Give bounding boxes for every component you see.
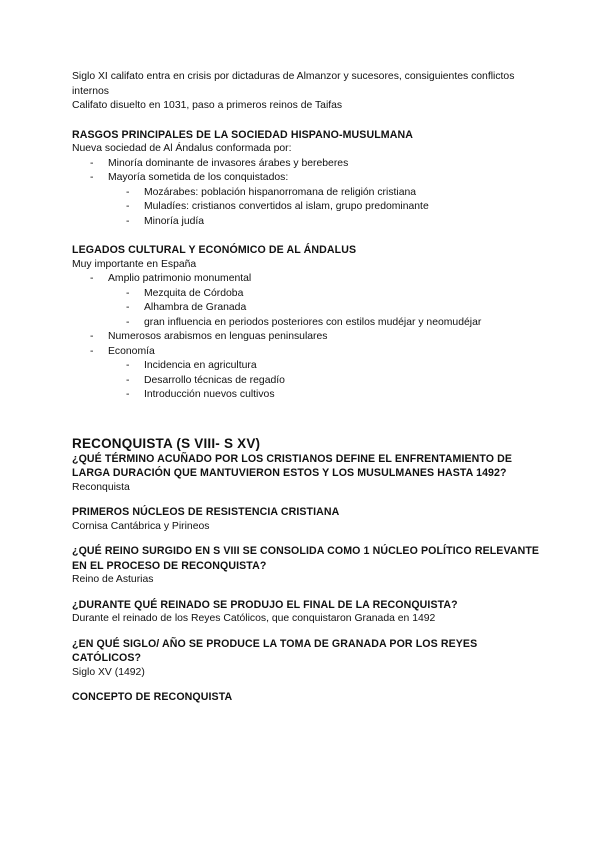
question-1: ¿QUÉ TÉRMINO ACUÑADO POR LOS CRISTIANOS DEFINE EL ENFRENTAMIENTO DE LARGA DURACIÓN QUE MANTUVIERON ESTOS Y LOS MUSULMANES HASTA 1492?	[72, 452, 513, 479]
answer-5: Siglo XV (1492)	[72, 666, 145, 678]
legados-sublist-2	[72, 359, 542, 403]
rasgos-intro: Nueva sociedad de Al Ándalus conformada por:	[72, 143, 292, 154]
legados-heading: LEGADOS CULTURAL Y ECONÓMICO DE AL ÁNDALUS	[72, 244, 357, 256]
question-2: PRIMEROS NÚCLEOS DE RESISTENCIA CRISTIANA	[72, 506, 340, 518]
list-item: - Amplio patrimonio monumental	[72, 272, 542, 287]
list-item: - Mezquita de Córdoba	[72, 287, 542, 302]
question-3: ¿QUÉ REINO SURGIDO EN S VIII SE CONSOLIDA COMO 1 NÚCLEO POLÍTICO RELEVANTE EN EL PROCESO DE RECONQUISTA?	[72, 545, 540, 572]
legados-section	[72, 243, 542, 403]
rasgos-sublist	[72, 186, 542, 230]
legados-intro: Muy importante en España	[72, 258, 197, 270]
rasgos-list	[72, 157, 542, 186]
intro-line-2: Califato disuelto en 1031, paso a primeros reinos de Taifas	[72, 100, 343, 111]
list-item: - Minoría dominante de invasores árabes y bereberes	[72, 157, 542, 172]
list-item: - Desarrollo técnicas de regadío	[72, 374, 542, 389]
list-item: - Introducción nuevos cultivos	[72, 388, 542, 403]
question-6: CONCEPTO DE RECONQUISTA	[72, 691, 233, 703]
question-4: ¿DURANTE QUÉ REINADO SE PRODUJO EL FINAL DE LA RECONQUISTA?	[72, 598, 458, 611]
list-item: - Minoría judía	[72, 215, 542, 230]
answer-1: Reconquista	[72, 481, 130, 493]
intro-line-1: Siglo XI califato entra en crisis por dictaduras de Almanzor y sucesores, consiguientes conflictos internos	[72, 71, 515, 97]
list-item: - Muladíes: cristianos convertidos al islam, grupo predominante	[72, 200, 542, 215]
list-item: - Alhambra de Granada	[72, 301, 542, 316]
answer-4: Durante el reinado de los Reyes Católicos, que conquistaron Granada en 1492	[72, 613, 436, 624]
reconquista-title: RECONQUISTA (S VIII- S XV)	[72, 435, 261, 451]
list-item: - Mozárabes: población hispanorromana de religión cristiana	[72, 186, 542, 201]
answer-3: Reino de Asturias	[72, 574, 154, 585]
reconquista-section	[72, 435, 542, 705]
question-5: ¿EN QUÉ SIGLO/ AÑO SE PRODUCE LA TOMA DE GRANADA POR LOS REYES CATÓLICOS?	[72, 637, 478, 664]
list-item: - Numerosos arabismos en lenguas peninsulares	[72, 330, 542, 345]
rasgos-section	[72, 128, 542, 230]
legados-list-2	[72, 330, 542, 359]
legados-list-1	[72, 272, 542, 287]
document-page	[72, 70, 542, 705]
list-item: - gran influencia en periodos posteriores con estilos mudéjar y neomudéjar	[72, 316, 542, 331]
list-item: - Incidencia en agricultura	[72, 359, 542, 374]
answer-2: Cornisa Cantábrica y Pirineos	[72, 520, 210, 532]
rasgos-heading: RASGOS PRINCIPALES DE LA SOCIEDAD HISPANO-MUSULMANA	[72, 128, 413, 141]
legados-sublist-1	[72, 287, 542, 331]
list-item: - Economía	[72, 345, 542, 360]
list-item: - Mayoría sometida de los conquistados:	[72, 171, 542, 186]
